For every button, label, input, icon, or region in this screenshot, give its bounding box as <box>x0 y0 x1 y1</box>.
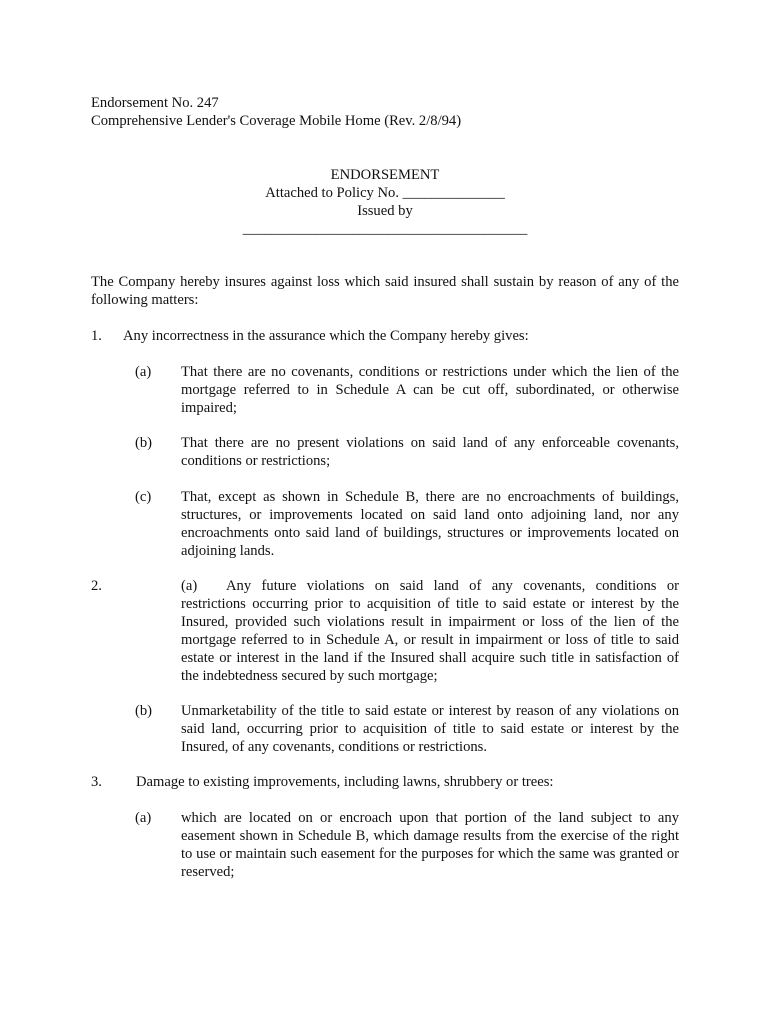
item-3-text: Damage to existing improvements, including lawns, shrubbery or trees: <box>136 774 554 790</box>
item-3a-text: which are located on or encroach upon that portion of the land subject to any easement shown in Schedule B, which damage results from the exercise of the right to use or maintain such easement for the purposes for which the same was granted or reserved; <box>181 810 679 880</box>
item-2-number: 2. <box>91 578 102 594</box>
item-1a-label: (a) <box>135 364 152 380</box>
item-2a-text: Any future violations on said land of any covenants, conditions or restrictions occurring prior to acquisition of title to said estate or interest by the Insured, provided such violations result in impairment or loss of the lien of the mortgage referred to in Schedule A, or result in impairment or loss of title to said estate or interest in the land if the Insured shall acquire such title in satisfaction of the indebtedness secured by such mortgage; <box>181 578 679 684</box>
item-1-text: Any incorrectness in the assurance which the Company hereby gives: <box>123 328 529 344</box>
endorsement-heading: ENDORSEMENT <box>330 167 440 183</box>
issued-by: Issued by <box>357 203 413 219</box>
endorsement-number: Endorsement No. 247 <box>91 95 219 111</box>
item-1b-label: (b) <box>135 435 153 451</box>
item-3a-label: (a) <box>135 810 152 826</box>
item-1c-text: That, except as shown in Schedule B, there are no encroachments of buildings, structures, or improvements located on said land onto adjoining land, nor any encroachments onto said land of buildings, structures or improvements located on adjoining lands. <box>181 489 679 559</box>
form-title: Comprehensive Lender's Coverage Mobile Home (Rev. 2/8/94) <box>91 113 462 129</box>
intro-paragraph: The Company hereby insures against loss which said insured shall sustain by reason of any of the following matters: <box>91 274 679 308</box>
item-1b-text: That there are no present violations on said land of any enforceable covenants, conditions or restrictions; <box>181 435 679 469</box>
issuer-signature-line: _______________________________________ <box>242 221 528 237</box>
attached-to-policy: Attached to Policy No. ______________ <box>265 185 505 201</box>
item-1-number: 1. <box>91 328 102 344</box>
item-3-number: 3. <box>91 774 102 790</box>
item-1a-text: That there are no covenants, conditions or restrictions under which the lien of the mortgage referred to in Schedule A can be cut off, subordinated, or otherwise impaired; <box>181 364 679 416</box>
item-2b-label: (b) <box>135 703 153 719</box>
item-2a-label: (a) <box>181 578 198 594</box>
item-1c-label: (c) <box>135 489 152 505</box>
item-2b-text: Unmarketability of the title to said estate or interest by reason of any violations on said land, occurring prior to acquisition of title to said estate or interest by the Insured, of any covenants, conditions or restrictions. <box>181 703 679 755</box>
